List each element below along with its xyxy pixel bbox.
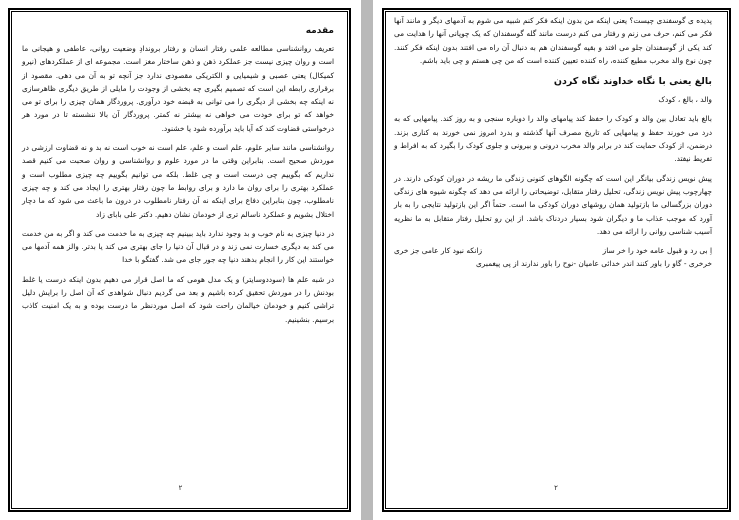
section-heading-adult: بالغ یعنی با نگاه خداوند نگاه کردن <box>553 76 712 88</box>
poem-hemistich: خرخری - گاو را باور کنند اندر خدائی عامیان -نوح را باور ندارند از پی پیغمبری <box>476 259 712 269</box>
left-page-content <box>22 24 334 332</box>
poem-line <box>394 244 712 257</box>
paragraph: روانشناسی مانند سایر علوم، علم است و علم، علم است نه خوب است نه بد و نه قضاوت ارزشی در موردش صحیح است. بنابراین وقتی ما در مورد علوم و روانشناسی و روان صحبت می کنیم قصد نداریم که بگوییم چی درست است و چی غلط. بلکه می توانیم بگوییم چه چیزی مطلوب است و عملکرد بهتری را برای روان ما دارد و برای روابط ما چون رفتار بهتری را ایجاد می کند و چه چیزی نامطلوب، چون بنابراین دفاع برای اینکه نه آن رفتار نامطلوب در درون ما باعث می شود که ما دچار اختلال بشویم و عملکرد ناسالم تری از خودمان نشان دهیم. دکتر علی بابای زاد <box>22 143 334 219</box>
paragraph: پیش نویس زندگی بیانگر این است که چگونه الگوهای کنونی زندگی ما ریشه در دوران کودکی دارند. در چهارچوب پیش نویس زندگی، تحلیل رفتار متقابل، توضیحاتی را ارائه می دهد که چگونه شیوه های زندگی دوران بزرگسالی ما بازتولید همان روشهای دوران کودکی ما است. حتماً اگر این بازتولید نتایجی را به بار آورد که موجب عذاب ما و دیگران شود بسیار دردناک باشد. از این رو تحلیل رفتار متقابل به ما نظریه آسیب شناسی روانی را ارائه می دهد. <box>394 173 712 236</box>
right-page-content <box>394 14 712 271</box>
paragraph: در دنیا چیزی به نام خوب و بد وجود ندارد باید ببینیم چه چیزی به ما خدمت می کند و اگر به من خدمت می کند به دیگری خسارت نمی زند و در قبال آن دنیا را جای بهتری می کند یا بدتر. والز همه آدمها می خواستند این کار را انجام بدهند دنیا چه جور جای می شد. گفتگو با خدا <box>22 228 334 265</box>
page-number: ۲ <box>178 484 183 492</box>
poem-line <box>394 257 712 270</box>
paragraph: بالغ باید تعادل بین والد و کودک را حفظ کند پیامهای والد را دوباره سنجی و به روز کند. پیامهایی که به درد می خورند حفظ و پیامهایی که تاریخ مصرف آنها گذشته و بدرد امروز نمی خورند به کناری بزند. درضمن، از کودک حمایت کند در برابر والد مخرب درونی و بیرونی و جلوی کودک را بگیرد که به افراط و تفریط نیفتد. <box>394 114 712 164</box>
poem-hemistich: اِ بی رد و قبول عامه خود را خر ساز <box>602 246 712 256</box>
page-number: ۲ <box>554 484 558 492</box>
page-gutter <box>361 0 373 520</box>
subheading: والد ، بالغ ، کودک <box>658 95 712 105</box>
paragraph: در شبه علم ها (سوددوسایتر) و یک مدل هومی که ما اصل قرار می دهیم بدون اینکه درست یا غلط بودنش را در موردش تحقیق کرده باشیم و بعد می گردیم دنبال شواهدی که آن اصل را برایش دلیل تراشی کنیم و خودمان خیالمان راحت شود که اصل موردنظر ما درست بوده و به یک امنیت کاذب برسیم. بنشینیم. <box>22 274 334 324</box>
paragraph: پدیده ی گوسفندی چیست؟ یعنی اینکه من بدون اینکه فکر کنم شبیه می شوم به آدمهای دیگر و مانند آنها فکر می کنم، حرف می زنم و رفتار می کنم درست مانند گله گوسفندان که یک چوپانی آنها را هدایت می کند یکی از گوسفندان جلو می افتد و بقیه گوسفندان هم به دنبال آن راه می افتند بدون اینکه فکر کنند. چون نوع والد مخرب مطیع کننده، راه کننده تعیین کننده است که من چی هستم و چی باید باشم. <box>394 16 712 65</box>
right-page <box>373 0 739 520</box>
left-page <box>0 0 361 520</box>
paragraph: تعریف روانشناسی مطالعه علمی رفتار انسان و رفتار بروندادِ وضعیت روانی، عاطفی و هیجانی ما است و روان چیزی نیست جز عملکرد ذهن و ذهن ساختار مغز است. مجموعه ای از عملکردهای (نیرو کمیکال) یعنی عصبی و شیمیایی و الکتریکی مقصودی ندارد جز آنچه تو به آن می دهی. مقصود از برقراری رابطه این است که تصمیم بگیری چه بخشی از وجودت را مایلی از طریق دیگری ظاهرسازی نه اینکه چه بخشی از دیگری را می توانی به قبضه خود درآوری. پروردگار همان چیزی را برای تو می خواهد که تو برای خودت می خواهی نه بیشتر نه کمتر. پروردگار آن بالا ننشسته تا در مورد هر درخواستی قضاوت کند که آیا باید برآورده شود یا خشنود. <box>22 44 334 133</box>
section-heading-introduction: مقدمه <box>305 26 334 36</box>
poem-hemistich: زانکه نبود کار عامی جز خری <box>394 246 483 256</box>
